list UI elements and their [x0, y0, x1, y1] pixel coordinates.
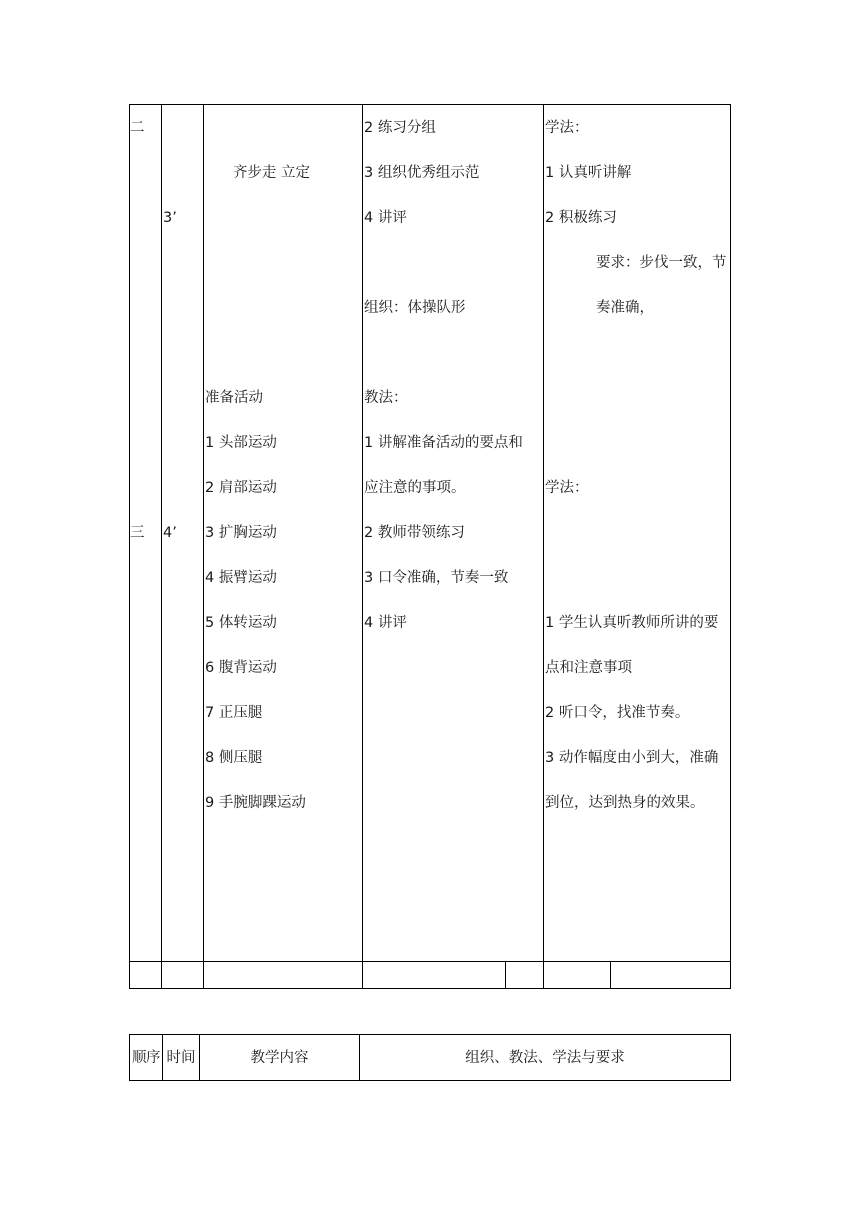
content-cell: 齐步走 立定	[232, 165, 311, 181]
content-item: 5 体转运动	[205, 615, 277, 631]
table-row-divider	[129, 961, 731, 962]
content-item: 6 腹背运动	[205, 660, 277, 676]
table-border-top	[129, 104, 731, 105]
content-item: 7 正压腿	[205, 705, 263, 721]
sequence-cell: 三	[130, 525, 145, 541]
table-column-divider	[362, 104, 363, 989]
requirement-line: 奏准确，	[596, 300, 654, 316]
table-border-right	[730, 104, 731, 989]
header-methods: 组织、教法、学法与要求	[465, 1050, 625, 1066]
learning-method-line: 学法：	[545, 480, 589, 496]
header-time: 时间	[166, 1050, 196, 1066]
sequence-cell: 二	[130, 120, 145, 136]
table-border-bottom	[129, 988, 731, 989]
table-cell-divider	[610, 961, 611, 989]
organization-line: 3 组织优秀组示范	[364, 165, 480, 181]
organization-line: 4 讲评	[364, 210, 407, 226]
learning-method-line: 2 积极练习	[545, 210, 617, 226]
requirement-line: 要求：步伐一致，节	[596, 255, 727, 271]
organization-line: 2 练习分组	[364, 120, 436, 136]
learning-method-line: 学法：	[545, 120, 589, 136]
content-item: 9 手腕脚踝运动	[205, 795, 306, 811]
table-cell-divider	[505, 961, 506, 989]
teaching-method-line: 2 教师带领练习	[364, 525, 465, 541]
organization-line: 组织：体操队形	[364, 300, 466, 316]
learning-method-line: 2 听口令，找准节奏。	[545, 705, 690, 721]
teaching-method-line: 1 讲解准备活动的要点和	[364, 435, 523, 451]
content-title: 准备活动	[205, 390, 263, 406]
header-border-top	[129, 1034, 731, 1035]
learning-method-line: 1 学生认真听教师所讲的要	[545, 615, 719, 631]
header-content: 教学内容	[250, 1050, 309, 1066]
time-cell: 3’	[163, 210, 177, 226]
table-column-divider	[203, 104, 204, 989]
header-border-right	[730, 1034, 731, 1081]
table-column-divider	[543, 104, 544, 989]
content-item: 2 肩部运动	[205, 480, 277, 496]
header-border-bottom	[129, 1080, 731, 1081]
header-sequence: 顺序	[132, 1050, 160, 1066]
table-column-divider	[161, 104, 162, 989]
teaching-method-line: 教法：	[364, 390, 408, 406]
teaching-method-line: 4 讲评	[364, 615, 407, 631]
content-item: 1 头部运动	[205, 435, 277, 451]
teaching-method-line: 3 口令准确，节奏一致	[364, 570, 509, 586]
learning-method-line: 点和注意事项	[545, 660, 632, 676]
table-border-left	[129, 104, 130, 989]
learning-method-line: 3 动作幅度由小到大，准确	[545, 750, 719, 766]
time-cell: 4’	[163, 525, 177, 541]
learning-method-line: 1 认真听讲解	[545, 165, 632, 181]
content-item: 4 振臂运动	[205, 570, 277, 586]
content-item: 8 侧压腿	[205, 750, 263, 766]
learning-method-line: 到位，达到热身的效果。	[545, 795, 705, 811]
content-item: 3 扩胸运动	[205, 525, 277, 541]
teaching-method-line: 应注意的事项。	[364, 480, 466, 496]
